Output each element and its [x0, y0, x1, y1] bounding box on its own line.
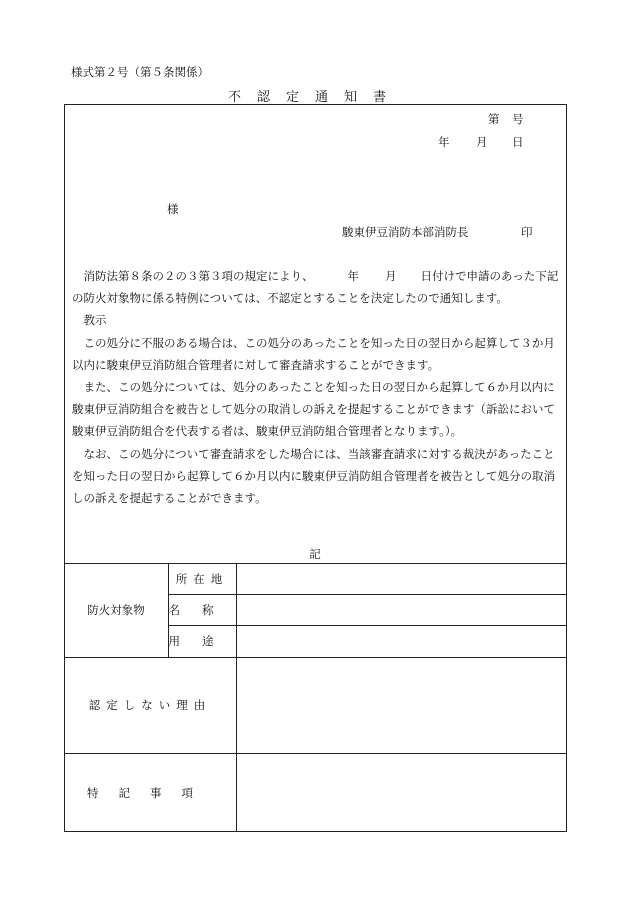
notice-body — [72, 265, 563, 509]
row-label-use: 用途 — [168, 634, 236, 648]
date-year: 年 — [438, 135, 450, 149]
fire-prevention-object-label: 防火対象物 — [87, 603, 145, 617]
special-remarks-label: 特記事項 — [87, 786, 213, 800]
paragraph-lawsuit: また、この処分については、処分のあったことを知った日の翌日から起算して６か月以内に駿東伊豆消防組合を被告として処分の取消しの訴えを提起することができます（訴訟において駿東伊豆消防組合を代表する者は、駿東伊豆消防組合管理者となります。）。 — [72, 380, 555, 439]
addressee-honorific: 様 — [167, 202, 179, 216]
row-label-location: 所在地 — [175, 572, 229, 586]
date-day: 日 — [512, 135, 524, 149]
document-title: 不認定通知書 — [227, 90, 402, 105]
intro-year: 年 — [347, 269, 359, 283]
intro-text-b: 日付けで申請のあった下記の防火対象物に係る特例については、不認定とすることを決定したので通知します。 — [72, 269, 559, 306]
sender-title: 駿東伊豆消防本部消防長 — [342, 225, 469, 239]
remarks-value-cell — [237, 754, 566, 831]
reason-value-cell — [237, 658, 566, 753]
seal-mark: 印 — [521, 225, 533, 239]
paragraph-intro — [72, 265, 563, 309]
non-approval-reason-label: 認定しない理由 — [88, 698, 212, 712]
intro-month: 月 — [385, 269, 397, 283]
name-value-cell — [237, 595, 566, 625]
number-prefix: 第 — [488, 112, 500, 126]
notice-heading: 教示 — [83, 313, 107, 328]
ki-marker: 記 — [309, 547, 321, 561]
number-suffix: 号 — [512, 112, 524, 126]
paragraph-lawsuit-after-appeal: なお、この処分について審査請求をした場合には、当該審査請求に対する裁決があったことを知った日の翌日から起算して６か月以内に駿東伊豆消防組合管理者を被告として処分の取消しの訴えを提起することができます。 — [72, 446, 555, 506]
location-value-cell — [237, 564, 566, 594]
paragraph-appeal: この処分に不服のある場合は、この処分のあったことを知った日の翌日から起算して３か月以内に駿東伊豆消防組合管理者に対して審査請求することができます。 — [72, 335, 555, 372]
intro-text-a: 消防法第８条の２の３第３項の規定により、 — [83, 269, 314, 283]
use-value-cell — [237, 626, 566, 656]
row-label-name: 名称 — [168, 603, 236, 617]
date-month: 月 — [476, 135, 488, 149]
form-number-label: 様式第２号（第５条関係） — [71, 65, 209, 79]
